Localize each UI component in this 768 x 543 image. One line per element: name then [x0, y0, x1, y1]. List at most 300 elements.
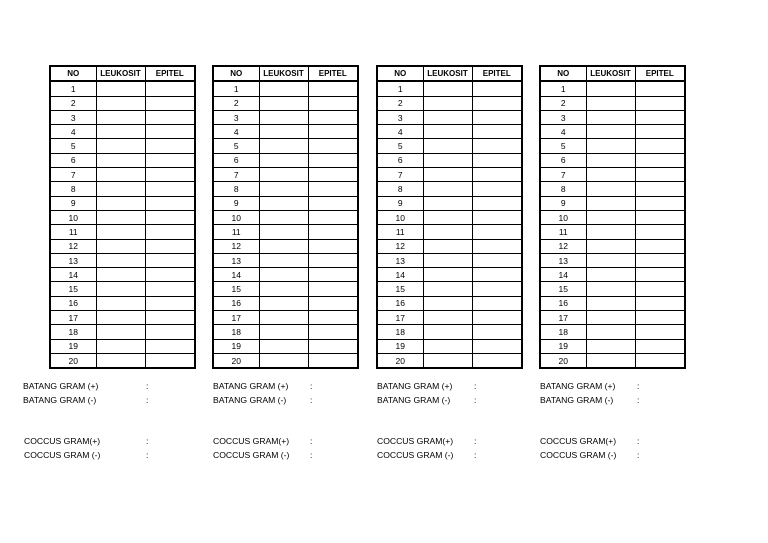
table-row: [377, 239, 522, 253]
table-row: [377, 296, 522, 310]
coccus-gram-positive-label: COCCUS GRAM(+): [24, 436, 101, 446]
leukosit-cell[interactable]: [96, 253, 145, 267]
epitel-cell[interactable]: [308, 182, 358, 196]
epitel-cell[interactable]: [308, 96, 358, 110]
table-row: [540, 339, 685, 353]
column-header-leukosit: LEUKOSIT: [586, 66, 635, 81]
row-number-cell: 15: [50, 282, 96, 296]
table-row: [50, 125, 195, 139]
batang-gram-negative-line: [213, 394, 328, 408]
epitel-cell[interactable]: [635, 182, 685, 196]
epitel-cell[interactable]: [145, 239, 195, 253]
leukosit-cell[interactable]: [423, 153, 472, 167]
table-row: [540, 282, 685, 296]
row-number-cell: 8: [50, 182, 96, 196]
spacer: [377, 407, 492, 435]
row-number-cell: 20: [213, 353, 259, 368]
leukosit-cell[interactable]: [423, 196, 472, 210]
coccus-gram-negative-label: COCCUS GRAM (-): [213, 449, 290, 460]
table-row: [377, 196, 522, 210]
row-number-cell: 10: [377, 210, 423, 224]
leukosit-cell[interactable]: [423, 168, 472, 182]
leukosit-cell[interactable]: [259, 139, 308, 153]
leukosit-cell[interactable]: [586, 168, 635, 182]
table-row: [213, 139, 358, 153]
colon: :: [146, 381, 149, 391]
table-row: [540, 196, 685, 210]
epitel-cell[interactable]: [145, 253, 195, 267]
leukosit-cell[interactable]: [259, 353, 308, 368]
leukosit-cell[interactable]: [259, 168, 308, 182]
row-number-cell: 8: [540, 182, 586, 196]
leukosit-cell[interactable]: [586, 353, 635, 368]
leukosit-cell[interactable]: [259, 125, 308, 139]
leukosit-cell[interactable]: [423, 182, 472, 196]
table-row: [377, 168, 522, 182]
row-number-cell: 3: [377, 110, 423, 124]
batang-gram-negative-line: [377, 394, 492, 408]
epitel-cell[interactable]: [472, 239, 522, 253]
table-row: [50, 311, 195, 325]
epitel-cell[interactable]: [635, 311, 685, 325]
table-row: [213, 168, 358, 182]
row-number-cell: 18: [50, 325, 96, 339]
leukosit-cell[interactable]: [96, 96, 145, 110]
colon: :: [474, 436, 477, 446]
epitel-cell[interactable]: [635, 325, 685, 339]
leukosit-cell[interactable]: [586, 268, 635, 282]
row-number-cell: 20: [377, 353, 423, 368]
epitel-cell[interactable]: [635, 110, 685, 124]
epitel-cell[interactable]: [472, 253, 522, 267]
table-row: [50, 210, 195, 224]
leukosit-cell[interactable]: [259, 153, 308, 167]
table-row: [50, 139, 195, 153]
row-number-cell: 10: [213, 210, 259, 224]
leukosit-cell[interactable]: [96, 282, 145, 296]
batang-gram-positive-line: [540, 380, 655, 394]
epitel-cell[interactable]: [635, 339, 685, 353]
epitel-cell[interactable]: [472, 210, 522, 224]
leukosit-cell[interactable]: [259, 253, 308, 267]
table-row: [213, 110, 358, 124]
table-row: [50, 239, 195, 253]
leukosit-cell[interactable]: [586, 196, 635, 210]
leukosit-cell[interactable]: [259, 311, 308, 325]
row-number-cell: 12: [213, 239, 259, 253]
table-row: [377, 210, 522, 224]
row-number-cell: 7: [377, 168, 423, 182]
table-row: [213, 239, 358, 253]
epitel-cell[interactable]: [308, 153, 358, 167]
leukosit-cell[interactable]: [586, 153, 635, 167]
epitel-cell[interactable]: [308, 311, 358, 325]
epitel-cell[interactable]: [145, 325, 195, 339]
epitel-cell[interactable]: [308, 253, 358, 267]
table-row: [377, 96, 522, 110]
leukosit-cell[interactable]: [423, 96, 472, 110]
leukosit-cell[interactable]: [586, 282, 635, 296]
epitel-cell[interactable]: [145, 268, 195, 282]
leukosit-cell[interactable]: [423, 125, 472, 139]
table-row: [377, 110, 522, 124]
leukosit-cell[interactable]: [96, 81, 145, 96]
leukosit-cell[interactable]: [259, 81, 308, 96]
batang-gram-positive-line: [23, 380, 149, 394]
leukosit-cell[interactable]: [96, 353, 145, 368]
table-row: [50, 282, 195, 296]
leukosit-cell[interactable]: [96, 125, 145, 139]
row-number-cell: 4: [213, 125, 259, 139]
batang-gram-negative-line: [540, 394, 655, 408]
row-number-cell: 7: [540, 168, 586, 182]
batang-gram-negative-line: [23, 394, 149, 408]
leukosit-cell[interactable]: [259, 182, 308, 196]
epitel-cell[interactable]: [472, 282, 522, 296]
row-number-cell: 17: [377, 311, 423, 325]
leukosit-cell[interactable]: [423, 325, 472, 339]
colon: :: [637, 394, 640, 405]
leukosit-cell[interactable]: [423, 296, 472, 310]
row-number-cell: 9: [213, 196, 259, 210]
leukosit-cell[interactable]: [259, 268, 308, 282]
leukosit-cell[interactable]: [96, 210, 145, 224]
batang-gram-positive-line: [377, 380, 492, 394]
row-number-cell: 11: [213, 225, 259, 239]
leukosit-cell[interactable]: [423, 225, 472, 239]
epitel-cell[interactable]: [472, 110, 522, 124]
column-header-epitel: EPITEL: [472, 66, 522, 81]
row-number-cell: 2: [540, 96, 586, 110]
epitel-cell[interactable]: [145, 81, 195, 96]
epitel-cell[interactable]: [308, 353, 358, 368]
epitel-cell[interactable]: [308, 110, 358, 124]
row-number-cell: 17: [213, 311, 259, 325]
table-row: [540, 268, 685, 282]
table-row: [213, 153, 358, 167]
row-number-cell: 6: [540, 153, 586, 167]
epitel-cell[interactable]: [145, 353, 195, 368]
table-header-row: [50, 66, 195, 81]
leukosit-cell[interactable]: [96, 296, 145, 310]
colon: :: [637, 449, 640, 460]
leukosit-cell[interactable]: [423, 239, 472, 253]
epitel-cell[interactable]: [472, 353, 522, 368]
leukosit-cell[interactable]: [586, 296, 635, 310]
epitel-cell[interactable]: [308, 339, 358, 353]
row-number-cell: 14: [377, 268, 423, 282]
table-row: [213, 268, 358, 282]
row-number-cell: 16: [377, 296, 423, 310]
row-number-cell: 4: [50, 125, 96, 139]
epitel-cell[interactable]: [145, 182, 195, 196]
row-number-cell: 13: [213, 253, 259, 267]
epitel-cell[interactable]: [472, 268, 522, 282]
table-row: [377, 125, 522, 139]
epitel-cell[interactable]: [635, 268, 685, 282]
epitel-cell[interactable]: [472, 182, 522, 196]
epitel-cell[interactable]: [635, 225, 685, 239]
leukosit-cell[interactable]: [586, 125, 635, 139]
batang-gram-positive-label: BATANG GRAM (+): [213, 381, 289, 391]
epitel-cell[interactable]: [145, 96, 195, 110]
epitel-cell[interactable]: [635, 168, 685, 182]
leukosit-cell[interactable]: [586, 96, 635, 110]
colon: :: [310, 394, 313, 405]
epitel-cell[interactable]: [145, 339, 195, 353]
row-number-cell: 14: [213, 268, 259, 282]
column-header-no: NO: [50, 66, 96, 81]
epitel-cell[interactable]: [635, 81, 685, 96]
leukosit-cell[interactable]: [259, 339, 308, 353]
row-number-cell: 11: [540, 225, 586, 239]
epitel-cell[interactable]: [635, 239, 685, 253]
column-header-leukosit: LEUKOSIT: [96, 66, 145, 81]
colon: :: [637, 436, 640, 446]
leukosit-cell[interactable]: [586, 225, 635, 239]
column-header-leukosit: LEUKOSIT: [423, 66, 472, 81]
column-header-no: NO: [377, 66, 423, 81]
row-number-cell: 9: [540, 196, 586, 210]
leukosit-cell[interactable]: [96, 339, 145, 353]
batang-gram-negative-label: BATANG GRAM (-): [377, 394, 451, 405]
table-row: [377, 225, 522, 239]
table-row: [540, 225, 685, 239]
row-number-cell: 12: [540, 239, 586, 253]
table-header-row: [377, 66, 522, 81]
table-row: [50, 253, 195, 267]
row-number-cell: 19: [540, 339, 586, 353]
row-number-cell: 1: [377, 81, 423, 96]
epitel-cell[interactable]: [145, 311, 195, 325]
epitel-cell[interactable]: [635, 210, 685, 224]
epitel-cell[interactable]: [145, 168, 195, 182]
leukosit-cell[interactable]: [96, 311, 145, 325]
coccus-gram-positive-label: COCCUS GRAM(+): [213, 436, 290, 446]
table-row: [213, 353, 358, 368]
leukosit-cell[interactable]: [423, 81, 472, 96]
leukosit-cell[interactable]: [586, 139, 635, 153]
leukosit-cell[interactable]: [96, 182, 145, 196]
epitel-cell[interactable]: [145, 225, 195, 239]
count-table: [212, 65, 359, 369]
epitel-cell[interactable]: [635, 139, 685, 153]
coccus-gram-negative-line: [540, 449, 655, 463]
leukosit-cell[interactable]: [586, 81, 635, 96]
leukosit-cell[interactable]: [423, 139, 472, 153]
epitel-cell[interactable]: [472, 125, 522, 139]
batang-gram-negative-label: BATANG GRAM (-): [213, 394, 287, 405]
leukosit-cell[interactable]: [586, 110, 635, 124]
table-row: [50, 96, 195, 110]
epitel-cell[interactable]: [472, 339, 522, 353]
table-row: [377, 325, 522, 339]
leukosit-cell[interactable]: [96, 196, 145, 210]
leukosit-cell[interactable]: [96, 168, 145, 182]
row-number-cell: 8: [377, 182, 423, 196]
row-number-cell: 12: [377, 239, 423, 253]
leukosit-cell[interactable]: [423, 311, 472, 325]
epitel-cell[interactable]: [472, 168, 522, 182]
row-number-cell: 18: [377, 325, 423, 339]
leukosit-cell[interactable]: [259, 225, 308, 239]
epitel-cell[interactable]: [308, 125, 358, 139]
table-row: [213, 339, 358, 353]
epitel-cell[interactable]: [308, 210, 358, 224]
colon: :: [474, 381, 477, 391]
leukosit-cell[interactable]: [259, 239, 308, 253]
table-row: [50, 81, 195, 96]
epitel-cell[interactable]: [308, 296, 358, 310]
epitel-cell[interactable]: [308, 196, 358, 210]
spacer: [213, 407, 328, 435]
epitel-cell[interactable]: [308, 282, 358, 296]
row-number-cell: 17: [50, 311, 96, 325]
leukosit-cell[interactable]: [96, 110, 145, 124]
row-number-cell: 12: [50, 239, 96, 253]
leukosit-cell[interactable]: [423, 253, 472, 267]
row-number-cell: 1: [50, 81, 96, 96]
table-row: [50, 339, 195, 353]
epitel-cell[interactable]: [308, 168, 358, 182]
epitel-cell[interactable]: [635, 253, 685, 267]
batang-gram-negative-label: BATANG GRAM (-): [540, 394, 614, 405]
epitel-cell[interactable]: [635, 125, 685, 139]
table-row: [50, 225, 195, 239]
leukosit-cell[interactable]: [586, 325, 635, 339]
epitel-cell[interactable]: [308, 268, 358, 282]
table-row: [50, 168, 195, 182]
row-number-cell: 4: [540, 125, 586, 139]
epitel-cell[interactable]: [145, 125, 195, 139]
row-number-cell: 3: [213, 110, 259, 124]
row-number-cell: 3: [50, 110, 96, 124]
row-number-cell: 1: [213, 81, 259, 96]
gram-summary-3: [377, 380, 492, 462]
epitel-cell[interactable]: [308, 81, 358, 96]
epitel-cell[interactable]: [635, 282, 685, 296]
leukosit-cell[interactable]: [96, 139, 145, 153]
epitel-cell[interactable]: [472, 196, 522, 210]
epitel-cell[interactable]: [472, 225, 522, 239]
row-number-cell: 19: [377, 339, 423, 353]
epitel-cell[interactable]: [308, 239, 358, 253]
epitel-cell[interactable]: [472, 96, 522, 110]
leukosit-cell[interactable]: [423, 268, 472, 282]
epitel-cell[interactable]: [145, 296, 195, 310]
batang-gram-positive-label: BATANG GRAM (+): [377, 381, 453, 391]
row-number-cell: 5: [540, 139, 586, 153]
epitel-cell[interactable]: [145, 210, 195, 224]
table-row: [50, 325, 195, 339]
leukosit-cell[interactable]: [259, 296, 308, 310]
table-row: [540, 96, 685, 110]
table-row: [213, 182, 358, 196]
epitel-cell[interactable]: [472, 153, 522, 167]
coccus-gram-positive-label: COCCUS GRAM(+): [540, 436, 617, 446]
row-number-cell: 14: [540, 268, 586, 282]
colon: :: [310, 381, 313, 391]
table-row: [540, 139, 685, 153]
count-panel-1: [49, 65, 196, 369]
epitel-cell[interactable]: [308, 325, 358, 339]
epitel-cell[interactable]: [635, 196, 685, 210]
table-row: [540, 125, 685, 139]
epitel-cell[interactable]: [145, 282, 195, 296]
leukosit-cell[interactable]: [259, 110, 308, 124]
leukosit-cell[interactable]: [423, 210, 472, 224]
epitel-cell[interactable]: [472, 296, 522, 310]
epitel-cell[interactable]: [635, 296, 685, 310]
row-number-cell: 2: [50, 96, 96, 110]
table-row: [377, 81, 522, 96]
epitel-cell[interactable]: [308, 225, 358, 239]
coccus-gram-positive-line: [377, 435, 492, 449]
row-number-cell: 2: [377, 96, 423, 110]
epitel-cell[interactable]: [145, 139, 195, 153]
leukosit-cell[interactable]: [259, 282, 308, 296]
coccus-gram-positive-label: COCCUS GRAM(+): [377, 436, 454, 446]
epitel-cell[interactable]: [472, 81, 522, 96]
leukosit-cell[interactable]: [259, 96, 308, 110]
epitel-cell[interactable]: [145, 153, 195, 167]
leukosit-cell[interactable]: [423, 282, 472, 296]
row-number-cell: 2: [213, 96, 259, 110]
leukosit-cell[interactable]: [96, 239, 145, 253]
row-number-cell: 7: [213, 168, 259, 182]
leukosit-cell[interactable]: [423, 339, 472, 353]
row-number-cell: 1: [540, 81, 586, 96]
colon: :: [146, 449, 149, 460]
leukosit-cell[interactable]: [259, 210, 308, 224]
leukosit-cell[interactable]: [96, 153, 145, 167]
leukosit-cell[interactable]: [586, 239, 635, 253]
batang-gram-positive-label: BATANG GRAM (+): [540, 381, 616, 391]
leukosit-cell[interactable]: [423, 353, 472, 368]
leukosit-cell[interactable]: [586, 339, 635, 353]
table-row: [377, 153, 522, 167]
leukosit-cell[interactable]: [586, 311, 635, 325]
leukosit-cell[interactable]: [259, 196, 308, 210]
epitel-cell[interactable]: [472, 325, 522, 339]
row-number-cell: 15: [540, 282, 586, 296]
table-row: [540, 110, 685, 124]
leukosit-cell[interactable]: [423, 110, 472, 124]
row-number-cell: 5: [50, 139, 96, 153]
colon: :: [146, 394, 149, 405]
leukosit-cell[interactable]: [96, 225, 145, 239]
leukosit-cell[interactable]: [96, 268, 145, 282]
table-header-row: [213, 66, 358, 81]
leukosit-cell[interactable]: [586, 210, 635, 224]
leukosit-cell[interactable]: [259, 325, 308, 339]
table-row: [540, 182, 685, 196]
epitel-cell[interactable]: [145, 196, 195, 210]
epitel-cell[interactable]: [635, 153, 685, 167]
epitel-cell[interactable]: [308, 139, 358, 153]
table-row: [540, 311, 685, 325]
table-row: [377, 253, 522, 267]
leukosit-cell[interactable]: [586, 182, 635, 196]
epitel-cell[interactable]: [635, 353, 685, 368]
leukosit-cell[interactable]: [96, 325, 145, 339]
epitel-cell[interactable]: [472, 311, 522, 325]
epitel-cell[interactable]: [472, 139, 522, 153]
leukosit-cell[interactable]: [586, 253, 635, 267]
row-number-cell: 7: [50, 168, 96, 182]
epitel-cell[interactable]: [145, 110, 195, 124]
epitel-cell[interactable]: [635, 96, 685, 110]
